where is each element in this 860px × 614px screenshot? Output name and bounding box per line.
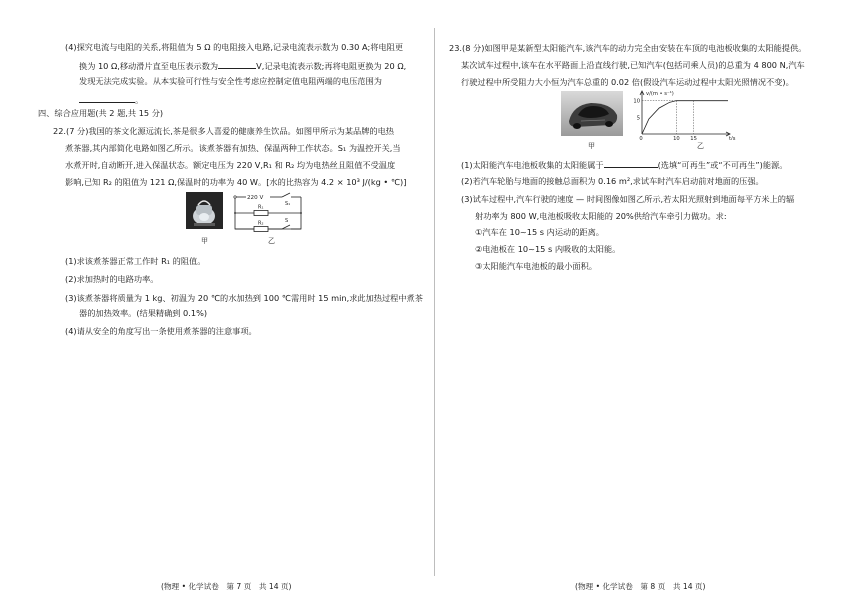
fig-label-yi-left: 乙 [268,237,275,245]
q4-line4-end: 。 [135,95,144,105]
y-tick-10: 10 [633,98,640,105]
q4-answer-blank-range[interactable] [79,93,135,103]
circuit-voltage-label: 220 V [247,195,264,201]
q22-sub1: (1)求该煮茶器正常工作时 R₁ 的阻值。 [65,256,206,266]
q23-sub3-line2: 射功率为 800 W,电池板吸收太阳能的 20%供给汽车牵引力做功。求: [475,211,727,221]
fig-label-jia-right: 甲 [588,142,595,150]
circuit-s1-label: S₁ [285,201,291,207]
q22-line4: 影响,已知 R₂ 的阻值为 121 Ω,保温时的功率为 40 W。[水的比热容为 4.2 × 10³ J/(kg • ℃)] [65,177,407,187]
q4-line3: 发现无法完成实验。从本实验可行性与安全性考虑应控制定值电阻两端的电压范围为 [79,76,382,86]
q22-line3: 水煮开时,自动断开,进入保温状态。额定电压为 220 V,R₁ 和 R₂ 均为电热丝且阻值不受温度 [65,160,396,170]
velocity-series-line [642,101,728,134]
x-tick-15: 15 [690,136,697,140]
y-axis-label: v/(m • s⁻¹) [646,91,674,97]
q23-sub1a: (1)太阳能汽车电池板收集的太阳能属于 [461,160,604,170]
q4-line4 [79,93,143,106]
x-tick-0: 0 [639,136,643,140]
circuit-r1-label: R₁ [258,204,264,211]
q4-line1: (4)探究电流与电阻的关系,将阻值为 5 Ω 的电阻接入电路,记录电流表示数为 0.30 A;将电阻更 [65,42,404,52]
right-page [430,0,860,614]
q22-sub2: (2)求加热时的电路功率。 [65,274,159,284]
q4-answer-blank-voltage[interactable] [218,59,256,69]
q23-sub2: (2)若汽车轮胎与地面的接触总面积为 0.16 m²,求试车时汽车启动前对地面的压强。 [461,176,764,186]
velocity-time-svg [628,88,740,140]
y-tick-5: 5 [636,115,640,122]
q22-sub3-line1: (3)该煮茶器将质量为 1 kg、初温为 20 ℃的水加热到 100 ℃需用时 15 min,求此加热过程中煮茶 [65,293,423,303]
q23-item2: ②电池板在 10~15 s 内吸收的太阳能。 [475,244,621,254]
q23-sub1b: (选填“可再生”或“不可再生”)能源。 [657,160,788,170]
kettle-photo [186,192,223,229]
section-title: 四、综合应用题(共 2 题,共 15 分) [38,108,164,118]
q23-line3: 行驶过程中所受阻力大小恒为汽车总重的 0.02 倍(假设汽车运动过程中太阳光照情况不变)。 [461,77,794,87]
q4-line2 [79,59,406,72]
q4-line2a: 换为 10 Ω,移动滑片直至电压表示数为 [79,61,219,71]
q23-sub3-line1: (3)试车过程中,汽车行驶的速度 — 时间图像如图乙所示,若太阳光照射到地面每平方米上的辐 [461,194,795,204]
q23-line1: 23.(8 分)如图甲是某新型太阳能汽车,该汽车的动力完全由安装在车顶的电池板收集的太阳能提供。 [449,43,807,53]
q22-line2: 煮茶器,其内部简化电路如图乙所示。该煮茶器有加热、保温两种工作状态。S₁ 为温控开关,当 [65,143,401,153]
footer-left: (物理 • 化学试卷 第 7 页 共 14 页) [161,582,292,591]
circuit-diagram [232,191,304,235]
x-axis-label: t/s [729,136,736,140]
q4-line2b: V,记录电流表示数;再将电阻更换为 20 Ω, [256,61,407,71]
circuit-r2-label: R₂ [258,220,264,227]
fig-label-jia-left: 甲 [201,237,208,245]
fig-label-yi-right: 乙 [697,142,704,150]
q23-line2: 某次试车过程中,该车在水平路面上沿直线行驶,已知汽车(包括司乘人员)的总重为 4 800 N,汽车 [461,60,805,70]
x-tick-10: 10 [673,136,680,140]
q23-answer-blank-energy[interactable] [604,158,658,168]
footer-right: (物理 • 化学试卷 第 8 页 共 14 页) [575,582,706,591]
q22-line1: 22.(7 分)我国的茶文化源远流长,茶是很多人喜爱的健康养生饮品。如图甲所示为某品牌的电热 [53,126,394,136]
q23-item1: ①汽车在 10~15 s 内运动的距离。 [475,227,604,237]
velocity-time-chart [628,88,740,140]
circuit-s-label: S [285,218,289,224]
q22-sub3-line2: 器的加热效率。(结果精确到 0.1%) [79,308,208,318]
q23-sub1 [461,158,787,171]
q23-item3: ③太阳能汽车电池板的最小面积。 [475,261,597,271]
solar-car-photo [561,91,623,136]
q22-sub4: (4)请从安全的角度写出一条使用煮茶器的注意事项。 [65,326,257,336]
